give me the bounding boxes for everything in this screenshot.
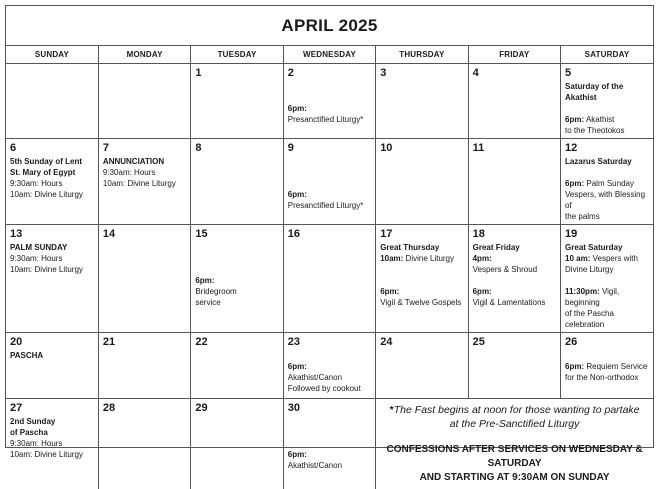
day-number: 29 [195,401,208,414]
day-number: 2 [287,66,294,79]
day-number: 10 [380,141,393,154]
feast-name: Great Saturday [565,242,623,252]
calendar [5,5,654,483]
day-number: 25 [472,335,485,348]
day-cell-12 [561,138,653,224]
day-cell-16 [283,224,375,332]
confession-note-line2: AND STARTING AT 9:30AM ON SUNDAY [419,471,610,483]
event-text: for the Non-orthodox [565,372,639,382]
day-number: 16 [287,227,301,240]
event-text: 10am: Divine Liturgy [10,264,83,274]
feast-name: 2nd Sunday [10,416,56,426]
day-number: 1 [195,66,202,79]
weekday-saturday: SATURDAY [561,46,653,63]
weekday-friday: FRIDAY [468,46,560,63]
event-time: 10 am: [565,253,591,263]
feast-name: PALM SUNDAY [10,242,68,252]
day-cell-14 [98,224,190,332]
event-text: 9:30am: Hours [10,253,63,263]
day-number: 28 [102,401,116,414]
event-time: 6pm: [287,189,307,199]
weekday-sunday: SUNDAY [6,46,98,63]
day-cell-30 [283,398,375,489]
event-text: Bridegroom [195,286,237,296]
day-number: 21 [102,335,116,348]
day-number: 6 [10,141,17,154]
day-number: 5 [565,66,572,79]
fast-note [384,403,645,431]
event-text: Akathist/Canon [287,460,343,470]
day-number: 23 [287,335,301,348]
day-number: 17 [380,227,393,240]
day-cell-28 [98,398,190,489]
day-number: 8 [195,141,202,154]
day-number: 7 [102,141,110,154]
day-number: 24 [380,335,393,348]
day-number: 19 [565,227,578,240]
event-text: Vespers & Shroud [472,264,538,274]
day-cell-27 [6,398,98,489]
event-text: to the Theotokos [565,125,625,135]
event-text: Vigil, beginning [565,286,620,307]
confession-note [384,443,645,485]
feast-name: PASCHA [10,350,44,360]
event-text: Vigil & Twelve Gospels [380,297,462,307]
event-text: Divine Liturgy [403,253,454,263]
day-cell-10 [376,138,468,224]
feast-name: ANNUNCIATION [102,156,165,166]
day-cell-20 [6,332,98,398]
weekday-header-row [6,46,653,63]
day-number: 30 [287,401,301,414]
weekday-monday: MONDAY [98,46,190,63]
day-number: 13 [10,227,23,240]
day-cell-18 [468,224,560,332]
event-time: 6pm: [287,449,307,459]
week-row [6,138,653,224]
event-text: Akathist [584,114,615,124]
fast-note-line2: at the Pre-Sanctified Liturgy [449,417,580,430]
event-time: 6pm: [287,361,307,371]
day-cell-25 [468,332,560,398]
feast-name: Lazarus Saturday [565,156,632,166]
day-cell-2 [283,63,375,138]
weekday-tuesday: TUESDAY [191,46,283,63]
event-text: Requiem Service [584,361,648,371]
event-text: Divine Liturgy [565,264,614,274]
feast-name: Saturday of the Akathist [565,81,624,102]
day-cell-1 [191,63,283,138]
feast-name: St. Mary of Egypt [10,167,76,177]
event-time: 6pm: [472,286,492,296]
day-number: 18 [472,227,485,240]
calendar-title: APRIL 2025 [6,6,653,46]
event-time: 6pm: [565,114,585,124]
event-text: Presanctified Liturgy* [287,200,364,210]
event-text: of the Pascha celebration [565,308,614,329]
event-text: Vespers, with Blessing of [565,189,646,210]
day-number: 9 [287,141,294,154]
day-cell-17 [376,224,468,332]
feast-name: Great Friday [472,242,520,252]
day-number: 26 [565,335,578,348]
confession-note-line1: CONFESSIONS AFTER SERVICES ON WEDNESDAY & SATURDAY [386,443,643,469]
feast-name: 5th Sunday of Lent [10,156,82,166]
feast-name: Great Thursday [380,242,440,252]
day-cell-23 [283,332,375,398]
event-text: 9:30am: Hours [10,438,63,448]
day-number: 27 [10,401,23,414]
week-row [6,63,653,138]
event-text: 9:30am: Hours [102,167,156,177]
day-cell-11 [468,138,560,224]
day-cell-19 [561,224,653,332]
event-text: 10am: Divine Liturgy [10,449,83,459]
event-text: the palms [565,211,600,221]
day-cell-21 [98,332,190,398]
day-cell-8 [191,138,283,224]
notes-cell [376,398,653,489]
day-cell-26 [561,332,653,398]
event-text: Palm Sunday [584,178,634,188]
event-text: Followed by cookout [287,383,361,393]
event-text: service [195,297,221,307]
day-number: 12 [565,141,578,154]
event-time: 10am: [380,253,404,263]
day-number: 11 [472,141,485,154]
day-number: 3 [380,66,387,79]
event-text: 9:30am: Hours [10,178,63,188]
event-text: 10am: Divine Liturgy [102,178,176,188]
day-cell-4 [468,63,560,138]
day-number: 4 [472,66,479,79]
day-cell-29 [191,398,283,489]
event-time: 4pm: [472,253,492,263]
event-text: 10am: Divine Liturgy [10,189,83,199]
feast-name: of Pascha [10,427,48,437]
day-cell-9 [283,138,375,224]
event-time: 6pm: [195,275,215,285]
empty-day-cell [98,63,190,138]
day-number: 22 [195,335,208,348]
calendar-grid [6,46,653,489]
day-cell-7 [98,138,190,224]
day-cell-6 [6,138,98,224]
event-text: Akathist/Canon [287,372,343,382]
event-time: 6pm: [565,361,585,371]
event-time: 6pm: [287,103,307,113]
fast-note-star: * [389,403,394,416]
event-time: 6pm: [565,178,585,188]
day-cell-5 [561,63,653,138]
day-cell-15 [191,224,283,332]
day-cell-3 [376,63,468,138]
event-text: Vigil & Lamentations [472,297,546,307]
day-cell-13 [6,224,98,332]
day-number: 20 [10,335,23,348]
fast-note-line1: The Fast begins at noon for those wanting to partake [393,403,640,416]
day-number: 14 [102,227,116,240]
day-cell-24 [376,332,468,398]
week-row [6,398,653,489]
day-number: 15 [195,227,208,240]
event-time: 11:30pm: [565,286,600,296]
day-cell-22 [191,332,283,398]
event-text: Vespers with [590,253,638,263]
week-row [6,332,653,398]
weekday-thursday: THURSDAY [376,46,468,63]
event-text: Presanctified Liturgy* [287,114,364,124]
event-time: 6pm: [380,286,400,296]
weekday-wednesday: WEDNESDAY [283,46,375,63]
empty-day-cell [6,63,98,138]
week-row [6,224,653,332]
